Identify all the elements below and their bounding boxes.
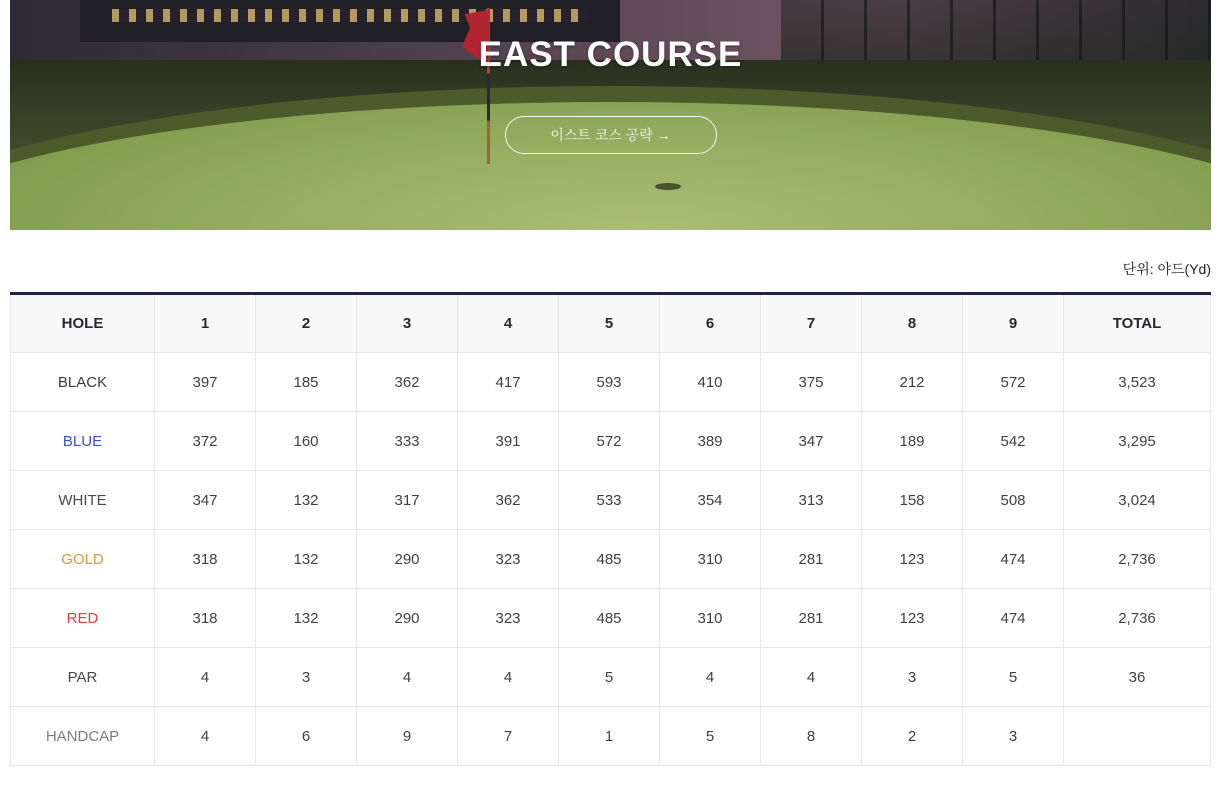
yardage-cell: 542	[963, 412, 1064, 471]
yardage-cell: 4	[155, 707, 256, 766]
yardage-cell	[1064, 707, 1211, 766]
yardage-cell: 333	[357, 412, 458, 471]
yardage-cell: 485	[559, 530, 660, 589]
yardage-cell: 5	[660, 707, 761, 766]
tee-label: BLUE	[11, 412, 155, 471]
yardage-cell: 132	[256, 589, 357, 648]
table-row	[11, 412, 1211, 471]
yardage-cell: 3	[256, 648, 357, 707]
tee-label: GOLD	[11, 530, 155, 589]
yardage-cell: 3	[963, 707, 1064, 766]
table-row	[11, 530, 1211, 589]
column-header: 7	[761, 294, 862, 353]
yardage-cell: 318	[155, 530, 256, 589]
yardage-cell: 362	[458, 471, 559, 530]
yardage-cell: 4	[761, 648, 862, 707]
yardage-cell: 572	[559, 412, 660, 471]
scorecard-body	[11, 353, 1211, 766]
column-header: 8	[862, 294, 963, 353]
yardage-cell: 417	[458, 353, 559, 412]
yardage-cell: 410	[660, 353, 761, 412]
yardage-cell: 7	[458, 707, 559, 766]
column-header: 6	[660, 294, 761, 353]
yardage-cell: 354	[660, 471, 761, 530]
yardage-cell: 9	[357, 707, 458, 766]
course-guide-button[interactable]: 이스트 코스 공략 →	[505, 116, 717, 154]
yardage-cell: 132	[256, 471, 357, 530]
yardage-cell: 160	[256, 412, 357, 471]
yardage-cell: 313	[761, 471, 862, 530]
table-row	[11, 589, 1211, 648]
tee-label: HANDCAP	[11, 707, 155, 766]
yardage-cell: 8	[761, 707, 862, 766]
yardage-cell: 2	[862, 707, 963, 766]
yardage-cell: 474	[963, 589, 1064, 648]
unit-label: 단위: 야드(Yd)	[1122, 261, 1211, 277]
yardage-cell: 4	[458, 648, 559, 707]
yardage-cell: 4	[155, 648, 256, 707]
yardage-cell: 3	[862, 648, 963, 707]
scorecard-table	[10, 292, 1211, 766]
column-header: 1	[155, 294, 256, 353]
yardage-cell: 158	[862, 471, 963, 530]
yardage-cell: 185	[256, 353, 357, 412]
yardage-cell: 485	[559, 589, 660, 648]
yardage-cell: 389	[660, 412, 761, 471]
yardage-cell: 3,024	[1064, 471, 1211, 530]
yardage-cell: 5	[963, 648, 1064, 707]
column-header: TOTAL	[1064, 294, 1211, 353]
yardage-cell: 281	[761, 530, 862, 589]
yardage-cell: 6	[256, 707, 357, 766]
column-header: 4	[458, 294, 559, 353]
tee-label: WHITE	[11, 471, 155, 530]
yardage-cell: 318	[155, 589, 256, 648]
yardage-cell: 391	[458, 412, 559, 471]
table-row	[11, 648, 1211, 707]
page-title: EAST COURSE	[478, 35, 743, 74]
tee-label: PAR	[11, 648, 155, 707]
yardage-cell: 347	[761, 412, 862, 471]
column-header: 5	[559, 294, 660, 353]
yardage-cell: 323	[458, 530, 559, 589]
hero-content	[10, 0, 1211, 154]
yardage-cell: 281	[761, 589, 862, 648]
table-row	[11, 471, 1211, 530]
yardage-cell: 189	[862, 412, 963, 471]
yardage-cell: 362	[357, 353, 458, 412]
yardage-cell: 310	[660, 530, 761, 589]
yardage-cell: 474	[963, 530, 1064, 589]
yardage-cell: 36	[1064, 648, 1211, 707]
tee-label: RED	[11, 589, 155, 648]
yardage-cell: 317	[357, 471, 458, 530]
yardage-cell: 3,523	[1064, 353, 1211, 412]
yardage-cell: 572	[963, 353, 1064, 412]
yardage-cell: 290	[357, 589, 458, 648]
yardage-cell: 593	[559, 353, 660, 412]
yardage-cell: 290	[357, 530, 458, 589]
yardage-cell: 3,295	[1064, 412, 1211, 471]
yardage-cell: 1	[559, 707, 660, 766]
column-header: 9	[963, 294, 1064, 353]
column-header: HOLE	[11, 294, 155, 353]
yardage-cell: 397	[155, 353, 256, 412]
yardage-cell: 323	[458, 589, 559, 648]
yardage-cell: 508	[963, 471, 1064, 530]
yardage-cell: 123	[862, 589, 963, 648]
yardage-cell: 310	[660, 589, 761, 648]
yardage-cell: 2,736	[1064, 530, 1211, 589]
tee-label: BLACK	[11, 353, 155, 412]
yardage-cell: 4	[660, 648, 761, 707]
yardage-cell: 372	[155, 412, 256, 471]
table-row	[11, 353, 1211, 412]
column-header: 2	[256, 294, 357, 353]
yardage-cell: 212	[862, 353, 963, 412]
yardage-cell: 132	[256, 530, 357, 589]
yardage-cell: 375	[761, 353, 862, 412]
table-row	[11, 707, 1211, 766]
hero-banner	[10, 0, 1211, 230]
yardage-cell: 533	[559, 471, 660, 530]
yardage-cell: 5	[559, 648, 660, 707]
yardage-cell: 123	[862, 530, 963, 589]
scorecard-header-row	[11, 294, 1211, 353]
yardage-cell: 2,736	[1064, 589, 1211, 648]
yardage-cell: 4	[357, 648, 458, 707]
yardage-cell: 347	[155, 471, 256, 530]
column-header: 3	[357, 294, 458, 353]
